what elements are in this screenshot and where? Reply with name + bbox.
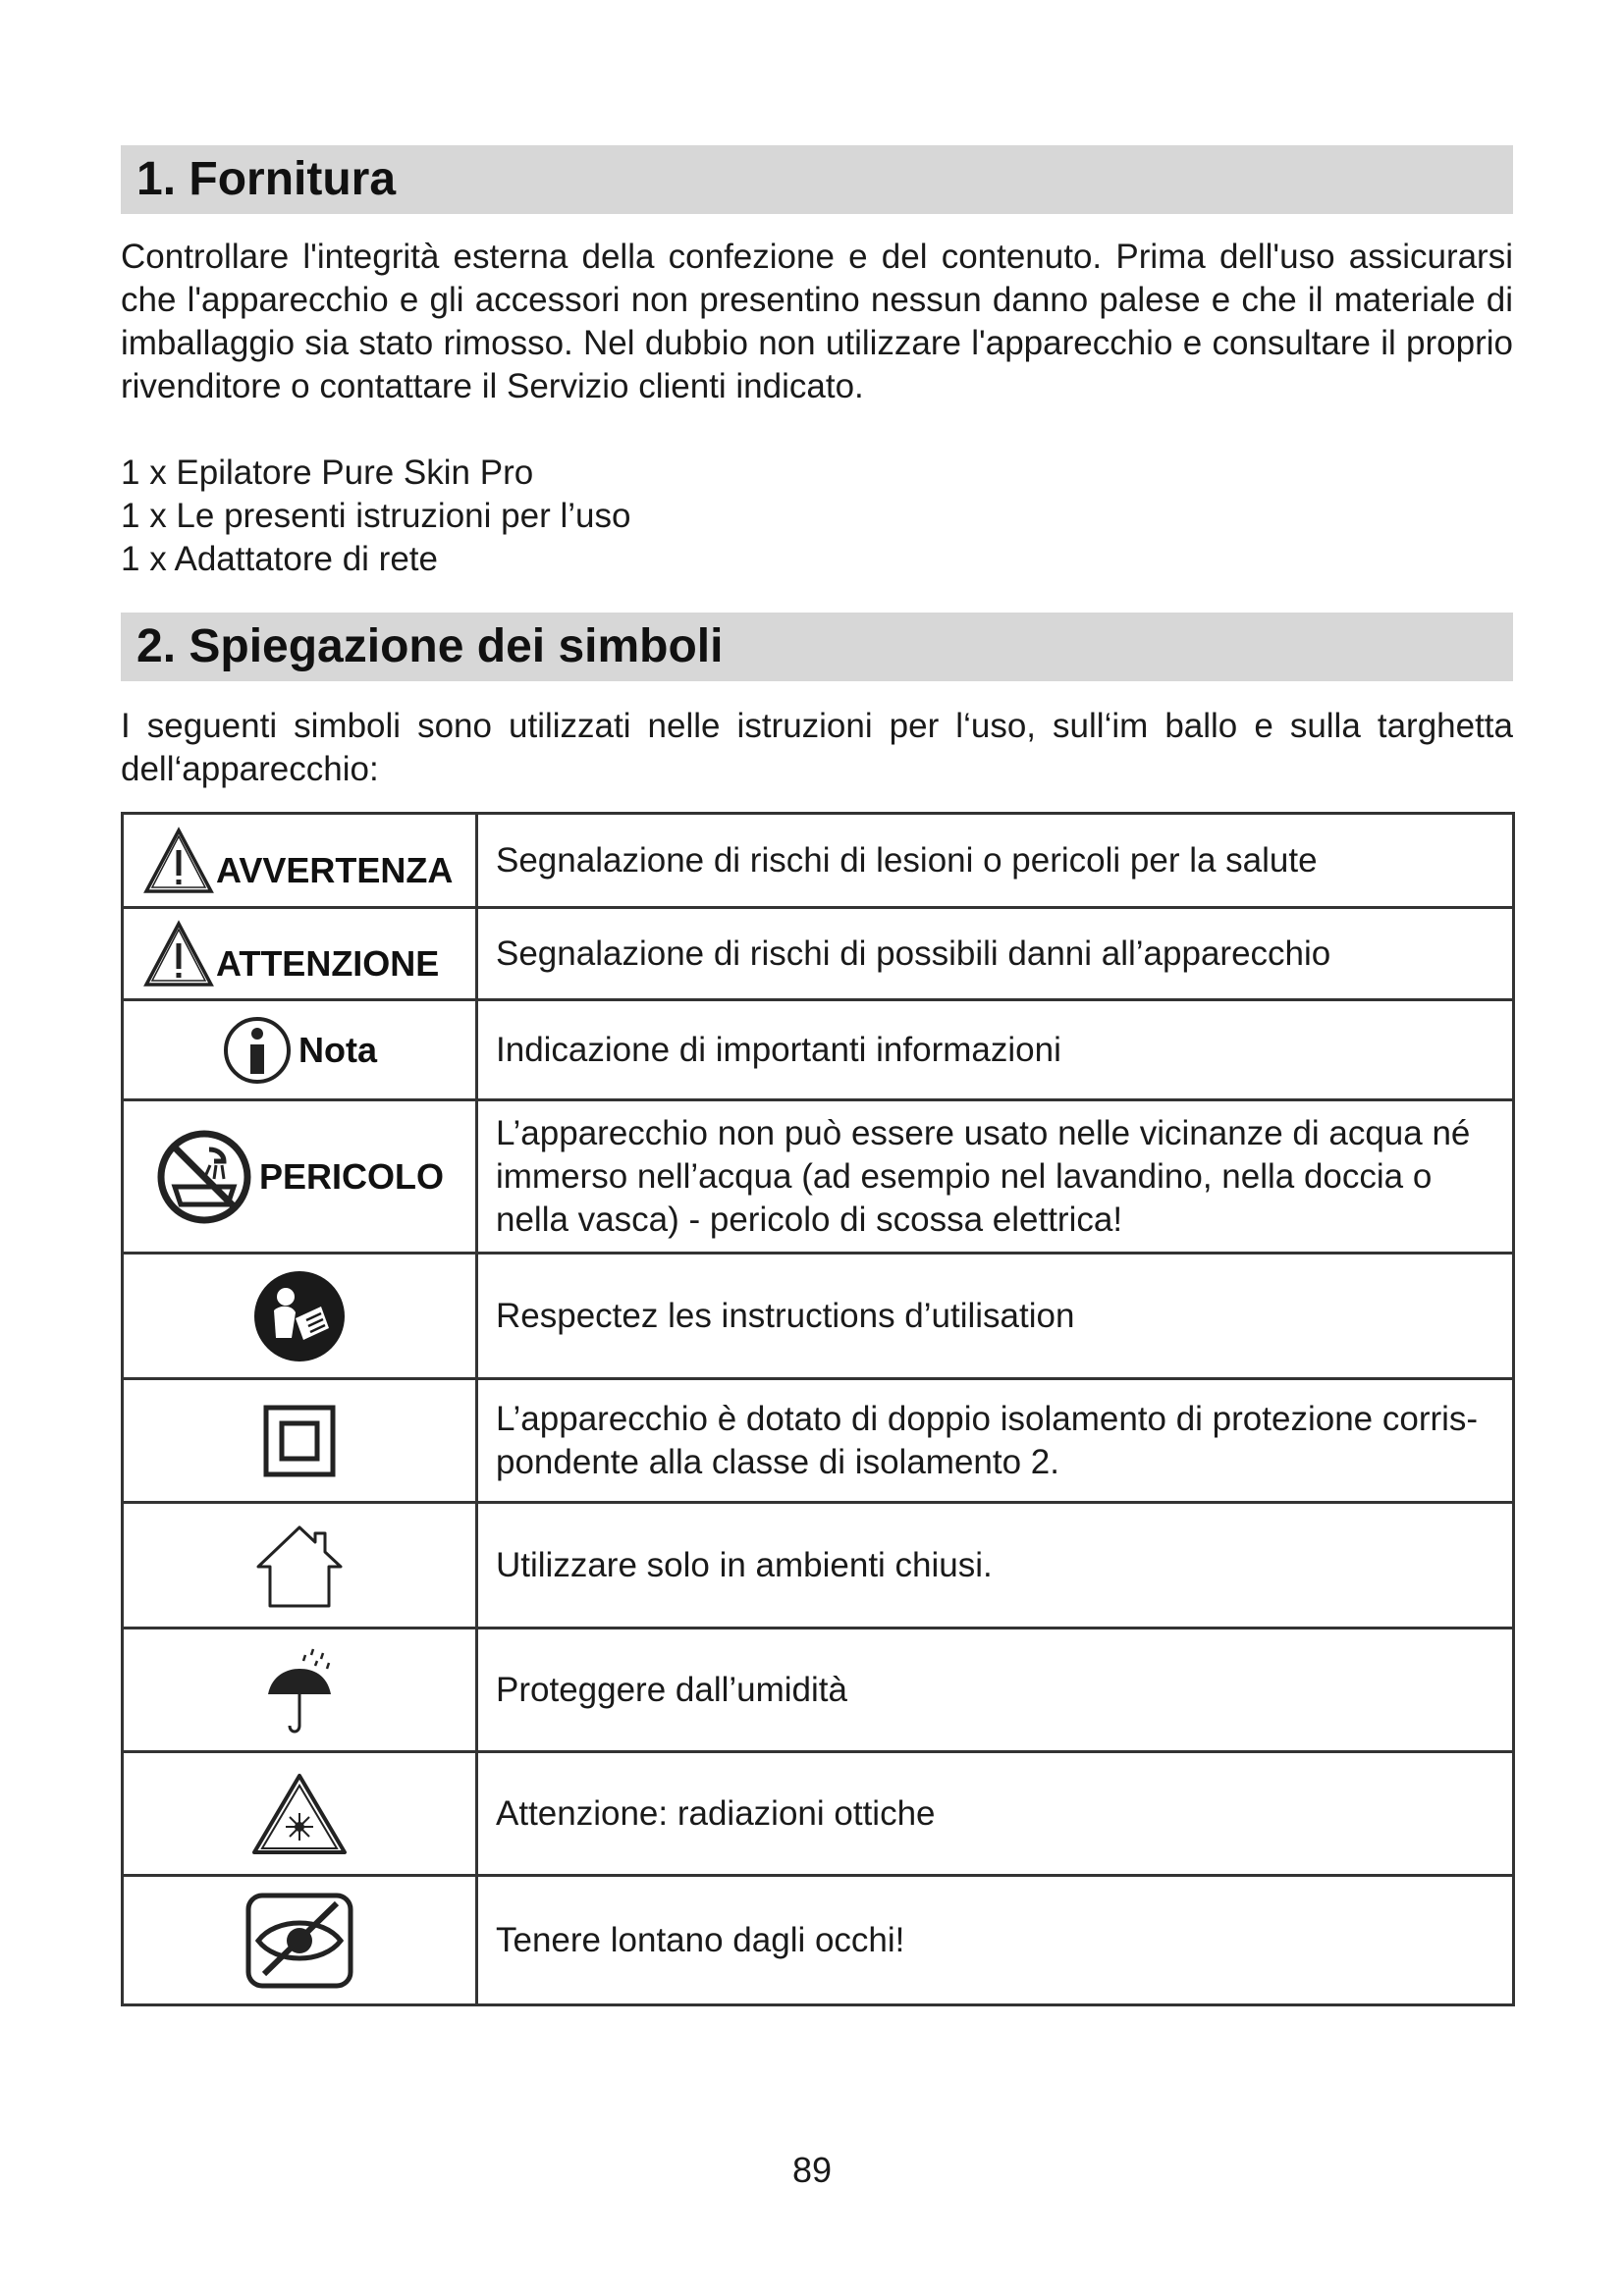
list-item: 1 x Le presenti istruzioni per l’uso <box>121 497 631 535</box>
double-insulation-icon <box>262 1404 337 1478</box>
symbol-label: PERICOLO <box>258 1155 444 1197</box>
info-icon <box>222 1015 293 1086</box>
table-row <box>123 1100 1514 1254</box>
symbol-description: Proteggere dall’umidità <box>477 1629 1514 1752</box>
symbol-description: Indicazione di importanti informazioni <box>477 1000 1514 1100</box>
fornitura-paragraph: Controllare l'integrità esterna della confezione e del contenuto. Prima dell'uso assicurarsi che l'apparecchio e gli accessori non presentino nessun danno palese e che il materiale di imballaggio sia stato rimosso. Nel dubbio non utilizzare l'apparecchio e consultare il proprio rivenditore o contattare il Servizio clienti indicato. <box>121 238 1513 405</box>
indoor-house-icon <box>252 1522 347 1610</box>
symbol-label: ATTENZIONE <box>216 942 440 984</box>
symbol-description: L’apparecchio non può essere usato nelle vicinanze di acqua né immerso nell’acqua (ad esempio nel lavandino, nella doccia o nella vasca) - pericolo di scossa elettrica! <box>477 1100 1514 1254</box>
table-row <box>123 1503 1514 1629</box>
symbol-cell <box>123 814 477 908</box>
symbol-description: Segnalazione di rischi di lesioni o pericoli per la salute <box>477 814 1514 908</box>
symbol-cell <box>123 1752 477 1876</box>
symbol-cell <box>123 908 477 1000</box>
section-header-fornitura <box>121 145 1513 214</box>
section-title: 1. Fornitura <box>136 153 397 205</box>
list-item: 1 x Adattatore di rete <box>121 540 438 578</box>
contents-list <box>121 452 630 581</box>
table-row <box>123 1876 1514 2005</box>
warning-triangle-icon <box>143 827 214 895</box>
symbol-cell <box>123 1100 477 1254</box>
table-row <box>123 1629 1514 1752</box>
symbol-label: AVVERTENZA <box>216 849 454 890</box>
symbol-cell <box>123 1379 477 1503</box>
symbol-cell <box>123 1876 477 2005</box>
umbrella-icon <box>258 1645 341 1735</box>
symbol-label: Nota <box>298 1029 377 1070</box>
table-row <box>123 814 1514 908</box>
table-row <box>123 1752 1514 1876</box>
table-row <box>123 908 1514 1000</box>
symbol-cell <box>123 1629 477 1752</box>
simboli-intro: I seguenti simboli sono utilizzati nelle istruzioni per l‘uso, sull‘im ballo e sulla targhetta dell‘apparecchio: <box>121 707 1513 788</box>
symbols-table <box>121 812 1515 2006</box>
no-water-icon <box>155 1128 253 1226</box>
symbol-description: Segnalazione di rischi di possibili danni all’apparecchio <box>477 908 1514 1000</box>
read-manual-icon <box>252 1269 347 1363</box>
page-number: 89 <box>791 2150 833 2190</box>
warning-triangle-icon <box>143 920 214 988</box>
symbol-description: L’apparecchio è dotato di doppio isolamento di protezione corris-pondente alla classe di isolamento 2. <box>477 1379 1514 1503</box>
table-row <box>123 1000 1514 1100</box>
optical-radiation-icon <box>250 1772 349 1856</box>
symbol-cell <box>123 1503 477 1629</box>
symbol-cell <box>123 1254 477 1379</box>
table-row <box>123 1254 1514 1379</box>
symbol-description: Attenzione: radiazioni ottiche <box>477 1752 1514 1876</box>
symbol-description: Respectez les instructions d’utilisation <box>477 1254 1514 1379</box>
list-item: 1 x Epilatore Pure Skin Pro <box>121 454 534 492</box>
section-title: 2. Spiegazione dei simboli <box>136 620 724 672</box>
no-eye-icon <box>243 1890 356 1992</box>
symbol-cell <box>123 1000 477 1100</box>
symbol-description: Tenere lontano dagli occhi! <box>477 1876 1514 2005</box>
table-row <box>123 1379 1514 1503</box>
section-header-simboli <box>121 613 1513 681</box>
symbol-description: Utilizzare solo in ambienti chiusi. <box>477 1503 1514 1629</box>
